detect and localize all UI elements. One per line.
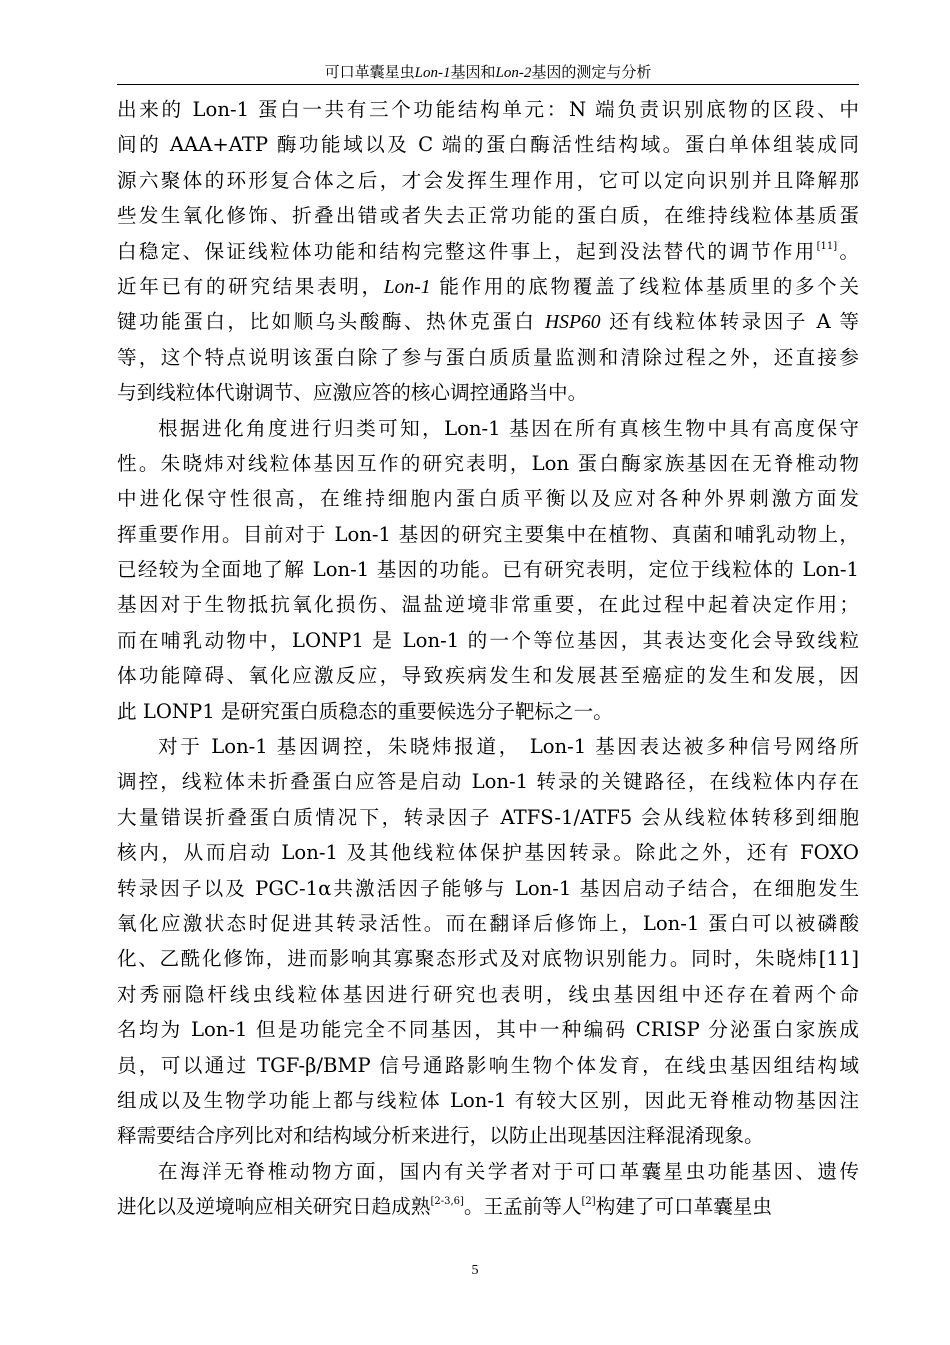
text-line: [117, 658, 859, 693]
line-text: 调控，线粒体未折叠蛋白应答是启动 Lon-1 转录的关键路径，在线粒体内存在: [117, 770, 859, 794]
text-line: [117, 340, 859, 375]
text-line: [117, 481, 859, 516]
line-text: 已经较为全面地了解 Lon-1 基因的功能。已有研究表明，定位于线粒体的 Lon-1: [117, 558, 859, 582]
header-gene-lon1: Lon-1: [414, 65, 451, 81]
text-line: [117, 234, 859, 269]
paragraph: [117, 1154, 859, 1225]
text-line: [117, 127, 859, 162]
text-line: [117, 375, 859, 410]
line-text: 氧化应激状态时促进其转录活性。而在翻译后修饰上，Lon-1 蛋白可以被磷酸: [117, 911, 859, 935]
paragraph: [117, 411, 859, 730]
gene-name: HSP60: [545, 312, 601, 334]
line-text: 还有线粒体转录因子 A 等: [600, 310, 859, 334]
header-text-1: 可口革囊星虫: [324, 63, 415, 81]
line-text: 性。朱晓炜对线粒体基因互作的研究表明，Lon 蛋白酶家族基因在无脊椎动物: [117, 451, 859, 475]
line-text: 中进化保守性很高，在维持细胞内蛋白质平衡以及应对各种外界刺激方面发: [117, 487, 859, 511]
line-text: 近年已有的研究结果表明，: [117, 274, 384, 298]
text-line: [117, 694, 859, 729]
header-rule: [117, 84, 859, 85]
line-text: 释需要结合序列比对和结构域分析来进行，以防止出现基因注释混淆现象。: [117, 1124, 764, 1148]
text-line: [117, 304, 859, 339]
line-text: 白稳定、保证线粒体功能和结构完整这件事上，起到没法替代的调节作用: [117, 239, 817, 263]
text-line: [117, 906, 859, 941]
header-text-3: 基因的测定与分析: [531, 63, 652, 81]
paragraph: [117, 729, 859, 1154]
line-text: 。王孟前等人: [463, 1195, 582, 1219]
line-text: 核内，从而启动 Lon-1 及其他线粒体保护基因转录。除此之外，还有 FOXO: [117, 841, 859, 865]
header-gene-lon2: Lon-2: [495, 65, 532, 81]
line-text: 在海洋无脊椎动物方面，国内有关学者对于可口革囊星虫功能基因、遗传: [158, 1159, 859, 1183]
line-text: 大量错误折叠蛋白质情况下，转录因子 ATFS-1/ATF5 会从线粒体转移到细胞: [117, 805, 859, 829]
text-line: [117, 977, 859, 1012]
text-line: [117, 198, 859, 233]
line-text: 根据进化角度进行归类可知，Lon-1 基因在所有真核生物中具有高度保守: [158, 416, 859, 440]
line-text: 体功能障碍、氧化应激反应，导致疾病发生和发展甚至癌症的发生和发展，因: [117, 664, 859, 688]
text-line: [117, 871, 859, 906]
text-line: [117, 1012, 859, 1047]
line-text: 对秀丽隐杆线虫线粒体基因进行研究也表明，线虫基因组中还存在着两个命: [117, 982, 859, 1006]
paragraph: [117, 92, 859, 411]
citation: [2-3,6]: [430, 1196, 464, 1208]
text-line: [117, 1083, 859, 1118]
line-text: 能作用的底物覆盖了线粒体基质里的多个关: [430, 274, 859, 298]
text-line: [117, 587, 859, 622]
running-header: [117, 62, 859, 83]
line-text: 源六聚体的环形复合体之后，才会发挥生理作用，它可以定向识别并且降解那: [117, 168, 859, 192]
text-line: [117, 517, 859, 552]
page-number: 5: [471, 1263, 479, 1278]
text-line: [117, 552, 859, 587]
body-text: [117, 92, 859, 1225]
text-line: [117, 92, 859, 127]
text-line: [117, 835, 859, 870]
text-line: [117, 800, 859, 835]
line-text: 对于 Lon-1 基因调控，朱晓炜报道， Lon-1 基因表达被多种信号网络所: [158, 735, 859, 759]
gene-name: Lon-1: [383, 276, 431, 298]
text-line: [117, 1048, 859, 1083]
text-line: [117, 729, 859, 764]
text-line: [117, 446, 859, 481]
line-text: 进化以及逆境响应相关研究日趋成熟: [117, 1195, 431, 1219]
text-line: [117, 411, 859, 446]
text-line: [117, 941, 859, 976]
line-text: 而在哺乳动物中，LONP1 是 Lon-1 的一个等位基因，其表达变化会导致线粒: [117, 628, 859, 652]
citation: [2]: [581, 1196, 596, 1208]
line-text: 出来的 Lon-1 蛋白一共有三个功能结构单元：N 端负责识别底物的区段、中: [117, 98, 859, 121]
line-text: 此 LONP1 是研究蛋白质稳态的重要候选分子靶标之一。: [117, 699, 613, 723]
line-text: 名均为 Lon-1 但是功能完全不同基因，其中一种编码 CRISP 分泌蛋白家族成: [117, 1018, 859, 1042]
text-line: [117, 269, 859, 304]
line-text: 构建了可口革囊星虫: [595, 1195, 773, 1219]
text-line: [117, 163, 859, 198]
line-text: 键功能蛋白，比如顺乌头酸酶、热休克蛋白: [117, 310, 546, 334]
text-line: [117, 623, 859, 658]
line-text: 与到线粒体代谢调节、应激应答的核心调控通路当中。: [117, 381, 588, 405]
text-line: [117, 1118, 859, 1153]
line-text: 组成以及生物学功能上都与线粒体 Lon-1 有较大区别，因此无脊椎动物基因注: [117, 1088, 859, 1112]
line-text: 间的 AAA+ATP 酶功能域以及 C 端的蛋白酶活性结构域。蛋白单体组装成同: [117, 133, 859, 157]
line-text: 。: [837, 239, 859, 263]
text-line: [117, 1189, 859, 1224]
text-line: [117, 1154, 859, 1189]
line-text: 些发生氧化修饰、折叠出错或者失去正常功能的蛋白质，在维持线粒体基质蛋: [117, 204, 859, 228]
header-text-2: 基因和: [450, 63, 496, 81]
line-text: 挥重要作用。目前对于 Lon-1 基因的研究主要集中在植物、真菌和哺乳动物上，: [117, 522, 859, 546]
line-text: 员，可以通过 TGF-β/BMP 信号通路影响生物个体发育，在线虫基因组结构域: [117, 1053, 859, 1077]
citation: [11]: [816, 240, 838, 252]
line-text: 转录因子以及 PGC-1α共激活因子能够与 Lon-1 基因启动子结合，在细胞发生: [117, 876, 859, 900]
text-line: [117, 764, 859, 799]
line-text: 基因对于生物抵抗氧化损伤、温盐逆境非常重要，在此过程中起着决定作用；: [117, 593, 859, 617]
line-text: 化、乙酰化修饰，进而影响其寡聚态形式及对底物识别能力。同时，朱晓炜[11]: [117, 947, 859, 971]
line-text: 等，这个特点说明该蛋白除了参与蛋白质质量监测和清除过程之外，还直接参: [117, 345, 859, 369]
